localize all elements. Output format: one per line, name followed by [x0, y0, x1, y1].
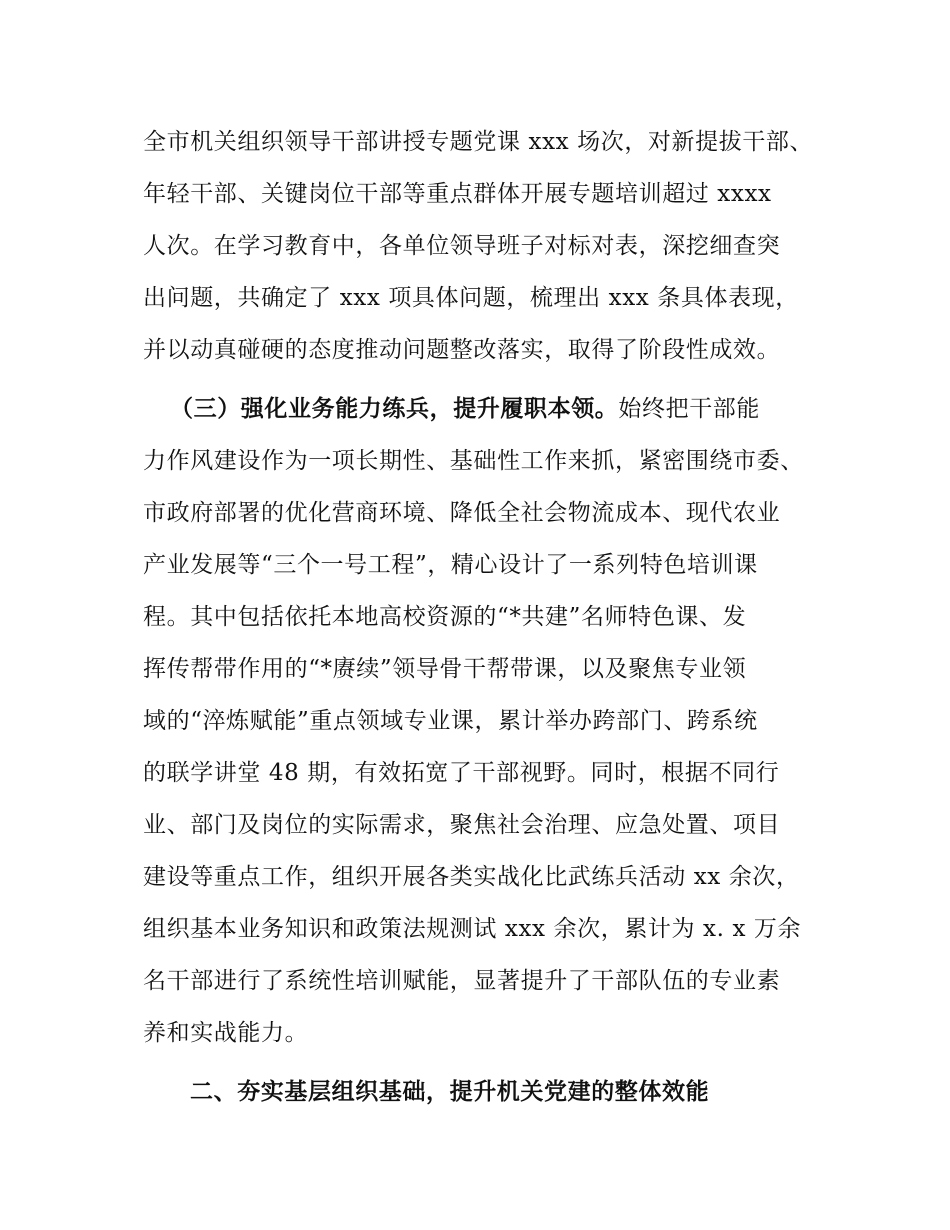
subsection-heading: （三）强化业务能力练兵，提升履职本领。: [170, 396, 619, 422]
paragraph2-line-5: 程。其中包括依托本地高校资源的“*共建”名师特色课、发: [143, 604, 747, 630]
section-heading: 二、夯实基层组织基础，提升机关党建的整体效能: [190, 1079, 710, 1105]
paragraph2-line-1: [170, 393, 760, 425]
paragraph2-line-7: 域的“淬炼赋能”重点领域专业课，累计举办跨部门、跨系统: [143, 708, 758, 734]
paragraph2-line-10: 建设等重点工作，组织开展各类实战化比武练兵活动 xx 余次，: [143, 864, 800, 890]
paragraph2-line-3: 市政府部署的优化营商环境、降低全社会物流成本、现代农业: [143, 500, 781, 526]
paragraph1-line-1: 全市机关组织领导干部讲授专题党课 xxx 场次，对新提拔干部、: [143, 129, 814, 155]
paragraph2-line-4: 产业发展等“三个一号工程”，精心设计了一系列特色培训课: [143, 552, 758, 578]
paragraph1-line-3: 人次。在学习教育中，各单位领导班子对标对表，深挖细查突: [143, 233, 781, 259]
paragraph1-line-4: 出问题，共确定了 xxx 项具体问题，梳理出 xxx 条具体表现，: [143, 285, 799, 311]
paragraph1-line-2: 年轻干部、关键岗位干部等重点群体开展专题培训超过 xxxx: [143, 181, 772, 207]
paragraph2-line-11: 组织基本业务知识和政策法规测试 xxx 余次，累计为 x. x 万余: [143, 916, 802, 942]
paragraph2-line-8: 的联学讲堂 48 期，有效拓宽了干部视野。同时，根据不同行: [143, 760, 780, 786]
paragraph2-line-1-rest: 始终把干部能: [618, 396, 761, 422]
paragraph2-line-6: 挥传帮带作用的“*赓续”领导骨干帮带课，以及聚焦专业领: [143, 656, 747, 682]
paragraph2-line-9: 业、部门及岗位的实际需求，聚焦社会治理、应急处置、项目: [143, 812, 781, 838]
paragraph2-line-12: 名干部进行了系统性培训赋能，显著提升了干部队伍的专业素: [143, 968, 781, 994]
paragraph2-line-13: 养和实战能力。: [143, 1020, 309, 1046]
paragraph1-line-5: 并以动真碰硬的态度推动问题整改落实，取得了阶段性成效。: [143, 337, 781, 363]
paragraph2-line-2: 力作风建设作为一项长期性、基础性工作来抓，紧密围绕市委、: [143, 448, 804, 474]
